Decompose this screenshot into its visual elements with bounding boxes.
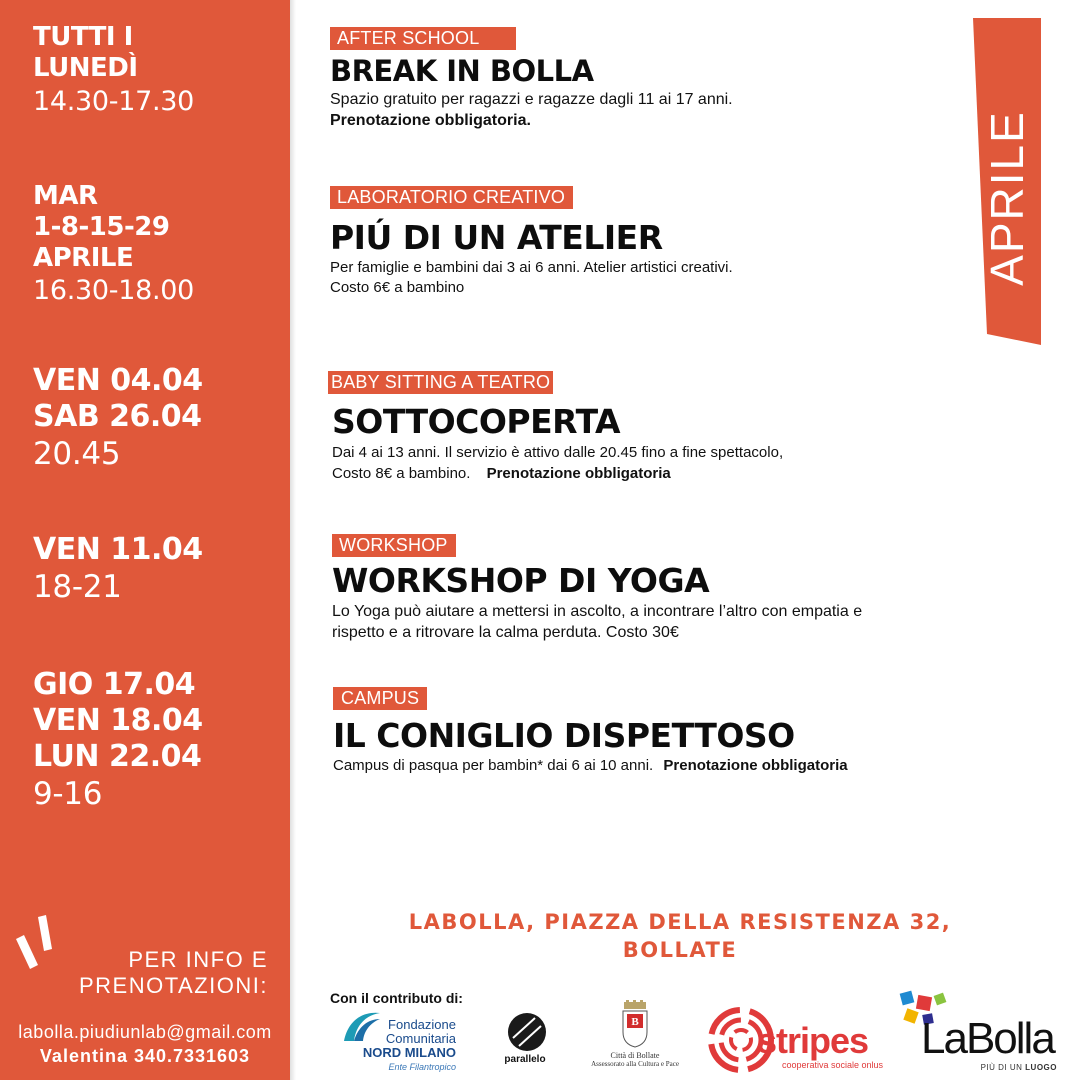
schedule-day: VEN 18.04 [33,703,203,738]
fondazione-line: NORD MILANO [362,1045,456,1060]
labolla-tagline-bold: LUOGO [1025,1063,1057,1072]
schedule-day: VEN 04.04 [33,363,203,398]
event-description-line: Spazio gratuito per ragazzi e ragazze dagli 11 ai 17 anni. [330,91,733,108]
schedule-sidebar [0,0,290,1080]
labolla-name-bolla: Bolla [965,1014,1054,1063]
contact-email[interactable]: labolla.piudiunlab@gmail.com [18,1022,272,1042]
event-laboratorio-creativo [330,186,950,298]
event-description-line: Costo 8€ a bambino. [332,465,471,482]
labolla-logo [895,990,1065,1078]
svg-text:B: B [631,1016,639,1028]
schedule-block-1 [33,22,194,119]
schedule-day: MAR [33,181,98,211]
fondazione-line: Fondazione [388,1017,456,1032]
event-description-line: Campus di pasqua per bambin* dai 6 ai 10 anni. [333,757,654,774]
event-category-tag: BABY SITTING A TEATRO [328,371,553,394]
schedule-block-4 [33,532,203,606]
stripes-name: stripes [757,1020,869,1061]
stripes-logo [705,1000,885,1078]
event-description [330,89,950,131]
schedule-block-5 [33,667,203,813]
sponsors-label: Con il contributo di: [330,990,463,1006]
schedule-day: 1-8-15-29 [33,212,170,242]
labolla-name [921,1016,1054,1062]
event-campus [333,687,973,775]
schedule-block-2 [33,181,194,308]
coat-of-arms-icon [619,1000,651,1048]
schedule-time: 20.45 [33,436,121,472]
event-title: IL CONIGLIO DISPETTOSO [333,716,795,755]
schedule-time: 16.30-18.00 [33,275,195,306]
parallelo-logo [495,1012,555,1074]
event-description [333,756,973,775]
event-category-tag: CAMPUS [333,687,427,710]
bollate-logo [590,1000,680,1078]
event-title: PIÚ DI UN ATELIER [330,218,663,257]
event-description-line: Per famiglie e bambini dai 3 ai 6 anni. Atelier artistici creativi. [330,259,733,276]
event-description [332,601,972,643]
labolla-tagline [957,1063,1057,1072]
contacts [0,1020,290,1068]
info-title-line: PER INFO E [128,947,268,972]
schedule-day: TUTTI I [33,22,133,52]
schedule-block-3 [33,363,203,473]
bollate-caption-line: Città di Bollate [610,1051,660,1060]
schedule-day: GIO 17.04 [33,667,196,702]
labolla-tagline-text: PIÙ DI UN [980,1063,1023,1072]
event-description-line: Dai 4 ai 13 anni. Il servizio è attivo dalle 20.45 fino a fine spettacolo, [332,444,784,461]
schedule-time: 14.30-17.30 [33,86,195,117]
labolla-name-la: La [921,1014,966,1063]
event-description-line: Costo 6€ a bambino [330,279,465,296]
schedule-day: SAB 26.04 [33,399,202,434]
month-banner [973,18,1041,345]
schedule-day: LUN 22.04 [33,739,202,774]
address-line: LABOLLA, PIAZZA DELLA RESISTENZA 32, [408,910,952,934]
event-description-line: Lo Yoga può aiutare a mettersi in ascolto, a incontrare l’altro con empatia e [332,603,863,620]
event-description [330,258,950,298]
parallelo-circle-icon [507,1012,547,1052]
contact-phone[interactable]: Valentina 340.7331603 [39,1046,251,1066]
fondazione-logo [340,1005,460,1077]
event-description-line: rispetto e a ritrovare la calma perduta. Costo 30€ [332,624,679,641]
event-baby-sitting [328,371,948,484]
event-category-tag: WORKSHOP [332,534,456,557]
bollate-caption [590,1051,680,1068]
bollate-caption-line: Assessorato alla Cultura e Pace [591,1060,679,1068]
fondazione-line: Comunitaria [385,1031,456,1046]
fondazione-name [352,1018,456,1074]
event-title: WORKSHOP DI YOGA [332,561,710,600]
address-line: BOLLATE [622,938,738,962]
info-title [20,947,280,999]
event-after-school [330,27,950,131]
schedule-time: 9-16 [33,776,103,812]
sidebar-shadow [290,0,296,1080]
month-label: APRILE [981,110,1033,286]
schedule-day: VEN 11.04 [33,532,203,567]
event-title: BREAK IN BOLLA [330,54,594,88]
parallelo-name: parallelo [504,1054,546,1065]
venue-address [370,908,990,964]
event-category-tag: LABORATORIO CREATIVO [330,186,573,209]
schedule-day: LUNEDÌ [33,53,138,83]
schedule-time: 18-21 [33,569,122,605]
event-title: SOTTOCOPERTA [332,402,621,441]
event-workshop [332,534,972,643]
event-booking-note: Prenotazione obbligatoria [486,465,671,482]
stripes-tagline: cooperativa sociale onlus [781,1060,883,1070]
event-description [332,442,948,484]
event-booking-note: Prenotazione obbligatoria [663,757,848,774]
fondazione-line: Ente Filantropico [388,1062,456,1072]
schedule-day: APRILE [33,243,134,273]
event-category-tag: AFTER SCHOOL [330,27,516,50]
event-booking-note: Prenotazione obbligatoria. [330,112,531,129]
info-title-line: PRENOTAZIONI: [79,973,268,998]
